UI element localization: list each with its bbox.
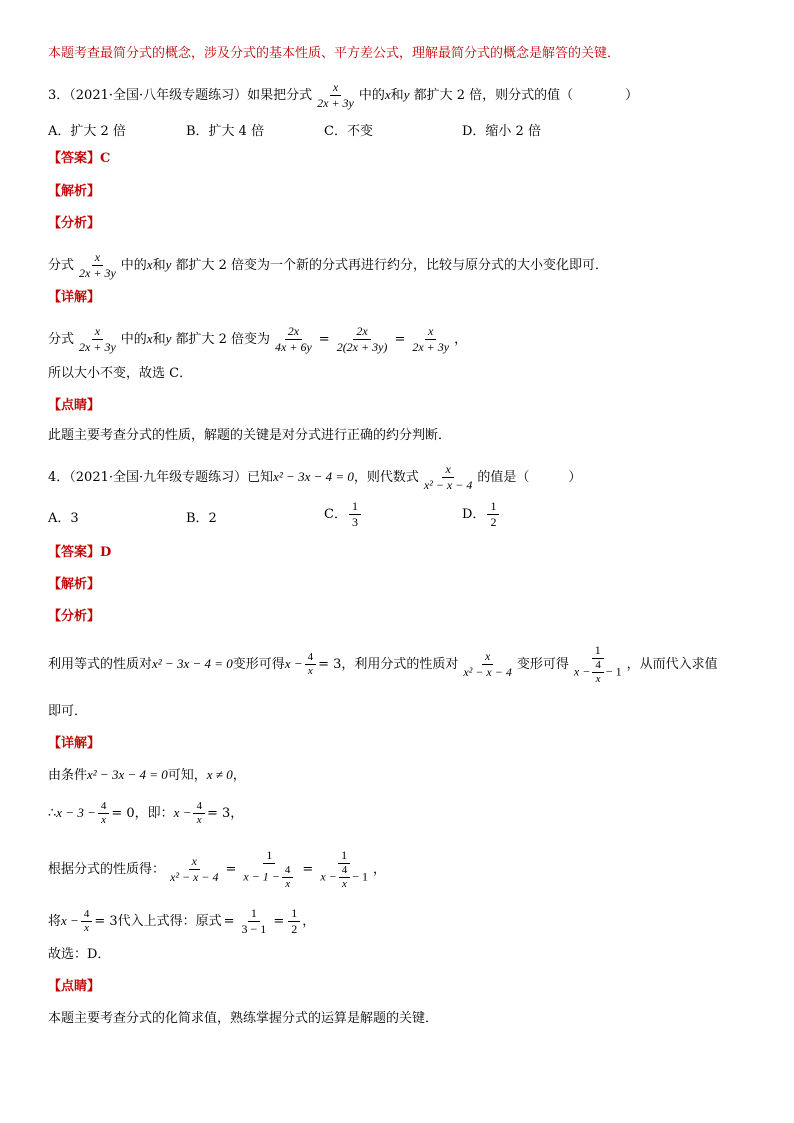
q4-fenxi-end: 即可． (48, 704, 88, 719)
q3-detail-frac3: $\frac{x}{2x + 3y}$ (412, 324, 450, 354)
q3-option-c: C．不变 (324, 124, 373, 139)
q3-detail-fraction: $\frac{x}{2x + 3y}$ (79, 324, 116, 354)
q4-stem: 4．（2021·全国·九年级专题练习）已知x² − 3x − 4 = 0，则代数式 $\frac{x}{\text{x² − x − 4}}$ 的值是（ ） (48, 462, 582, 492)
q4-fenxi-fraction: $\frac{x}{\text{x² − x − 4}}$ (463, 649, 512, 679)
q4-option-d: D． $\frac{1}{2}$ (462, 499, 501, 530)
q4-detail-frac-step2: 1 x − 1 − $\frac{4}{x}$ (240, 848, 298, 891)
q4-detail-four-over-x-2: $\frac{4}{x}$ (193, 800, 205, 827)
q4-fenxi-label: 【分析】 (48, 609, 101, 624)
q4-option-c: C． $\frac{1}{3}$ (324, 499, 363, 530)
q4-detail-line5: 故选：D． (48, 947, 111, 962)
q4-option-b: B．2 (186, 511, 217, 526)
q4-fenxi-complex-fraction: 1 x − $\frac{4}{x}$ − 1 (573, 643, 622, 685)
q4-detail-line1: 由条件x² − 3x − 4 = 0可知，x ≠ 0， (48, 767, 246, 783)
q4-detail-frac-half: $\frac{1}{2}$ (288, 906, 300, 937)
q3-dianjing-label: 【点睛】 (48, 398, 101, 413)
q4-detail-line4: 将x − $\frac{4}{x}$ = 3代入上式得：原式 = $\frac{1}{3 - 1}$ = $\frac{1}{2}$ ， (48, 906, 316, 936)
q4-dianjing-text: 本题主要考查分式的化简求值，熟练掌握分式的运算是解题的关键． (48, 1011, 439, 1026)
q4-dianjing-label: 【点睛】 (48, 979, 101, 994)
q3-stem: 3．（2021·全国·八年级专题练习）如果把分式 $\frac{x}{2x + 3y}$ 中的x和y 都扩大 2 倍，则分式的值（ ） (48, 80, 639, 110)
q4-detail-line3: 根据分式的性质得： $\frac{x}{\text{x² − x − 4}}$ = 1 x − 1 − $\frac{4}{x}$ = 1 x − $\frac{4}{x}$ − 1 ， (48, 848, 387, 890)
q4-option-a: A．3 (48, 511, 79, 526)
q4-detail-line2: ∴x − 3 − $\frac{4}{x}$ = 0，即：x − $\frac{4}{x}$ = 3， (48, 800, 244, 826)
q3-fenxi-label: 【分析】 (48, 216, 101, 231)
q4-detail-four-over-x-3: $\frac{4}{x}$ (81, 908, 93, 935)
q4-analysis-label: 【解析】 (48, 577, 101, 592)
q3-fenxi-text: 分式 $\frac{x}{2x + 3y}$ 中的x和y 都扩大 2 倍变为一个新的分式再进行约分，比较与原分式的大小变化即可． (48, 250, 609, 280)
q3-conclusion: 所以大小不变，故选 C． (48, 366, 193, 381)
q4-detail-frac-orig: $\frac{x}{\text{x² − x − 4}}$ (170, 854, 219, 884)
q4-option-d-fraction: $\frac{1}{2}$ (487, 499, 499, 530)
q3-answer: 【答案】C (48, 151, 111, 166)
q3-detail-label: 【详解】 (48, 290, 101, 305)
q4-detail-frac-final: $\frac{1}{3 - 1}$ (241, 906, 267, 936)
q4-detail-label: 【详解】 (48, 736, 101, 751)
q3-prefix: 3．（2021·全国·八年级专题练习）如果把分式 (48, 88, 313, 103)
q3-analysis-label: 【解析】 (48, 184, 101, 199)
intro-conclusion: 本题考查最简分式的概念，涉及分式的基本性质、平方差公式，理解最简分式的概念是解答的关键． (48, 46, 621, 61)
q3-detail-frac2: $\frac{2x}{2(2x + 3y)}$ (336, 324, 388, 354)
q3-fraction: $\frac{x}{2x + 3y}$ (317, 80, 354, 110)
q3-detail-text: 分式 $\frac{x}{2x + 3y}$ 中的x和y 都扩大 2 倍变为 $\frac{2x}{4x + 6y}$ = $\frac{2x}{2(2x + 3y)}$ = $\frac{x}{2x + 3y}$ ， (48, 324, 468, 354)
q3-dianjing-text: 此题主要考查分式的性质，解题的关键是对分式进行正确的约分判断． (48, 428, 452, 443)
q4-answer: 【答案】D (48, 545, 112, 560)
q3-option-b: B．扩大 4 倍 (186, 124, 265, 139)
q3-option-a: A．扩大 2 倍 (48, 124, 126, 139)
q4-detail-frac-step3: 1 x − $\frac{4}{x}$ − 1 (320, 848, 369, 890)
q4-option-c-fraction: $\frac{1}{3}$ (349, 499, 361, 530)
q4-detail-four-over-x: $\frac{4}{x}$ (98, 800, 110, 827)
q4-fenxi-four-over-x: $\frac{4}{x}$ (305, 651, 317, 678)
q3-option-d: D．缩小 2 倍 (462, 124, 541, 139)
q3-fenxi-fraction: $\frac{x}{2x + 3y}$ (79, 250, 116, 280)
q4-fenxi-text: 利用等式的性质对x² − 3x − 4 = 0变形可得x − $\frac{4}{x}$ = 3，利用分式的性质对 $\frac{x}{\text{x² − x − 4}}$ 变形可得 1 x − $\frac{4}{x}$ − 1 ，从而代入求值 (48, 643, 718, 685)
q4-fraction: $\frac{x}{\text{x² − x − 4}}$ (423, 462, 473, 492)
q3-detail-frac1: $\frac{2x}{4x + 6y}$ (275, 324, 312, 354)
